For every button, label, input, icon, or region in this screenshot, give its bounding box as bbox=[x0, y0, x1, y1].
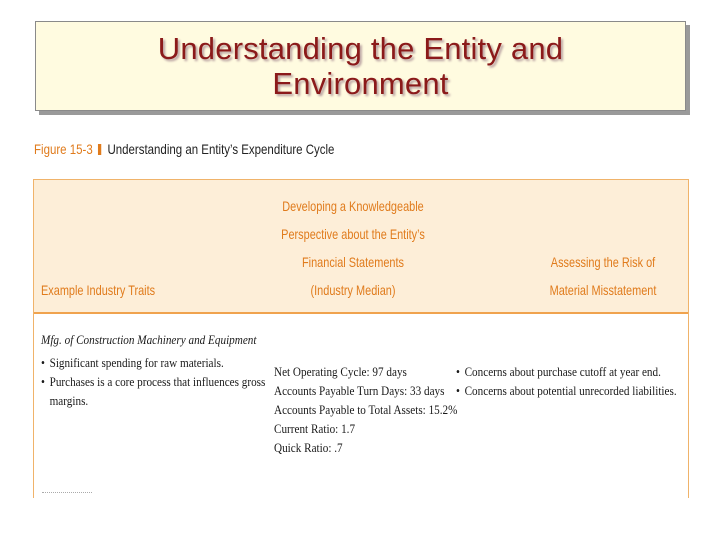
figure-caption-text: Understanding an Entity’s Expenditure Cycle bbox=[107, 141, 335, 157]
header-line: (Industry Median) bbox=[310, 282, 396, 298]
industry-traits-column bbox=[41, 330, 265, 410]
metric-item: Accounts Payable Turn Days: 33 days bbox=[274, 383, 445, 398]
industry-name: Mfg. of Construction Machinery and Equipment bbox=[41, 332, 257, 347]
header-knowledgeable-perspective bbox=[237, 192, 469, 304]
slide-title-line-2: Environment bbox=[272, 66, 449, 101]
figure-number: Figure 15-3 bbox=[34, 141, 93, 157]
risk-item: • Concerns about purchase cutoff at year end. bbox=[456, 362, 677, 381]
header-assessing-risk bbox=[513, 248, 692, 304]
header-line: Financial Statements bbox=[302, 254, 404, 270]
slide-title-box bbox=[35, 21, 686, 111]
risk-item: • Concerns about potential unrecorded liabilities. bbox=[456, 381, 677, 400]
header-line: Example Industry Traits bbox=[41, 282, 156, 298]
metric-item: Quick Ratio: .7 bbox=[274, 440, 343, 455]
table-footer-stub bbox=[42, 492, 92, 497]
slide-title-line-1: Understanding the Entity and bbox=[157, 31, 564, 66]
figure-caption bbox=[34, 141, 334, 157]
trait-item: • Purchases is a core process that influences gross bbox=[41, 372, 265, 391]
metric-item: Current Ratio: 1.7 bbox=[274, 421, 356, 436]
header-line: Developing a Knowledgeable bbox=[282, 198, 424, 214]
header-line: Perspective about the Entity’s bbox=[281, 226, 425, 242]
risk-column bbox=[456, 362, 677, 400]
metric-item: Accounts Payable to Total Assets: 15.2% bbox=[274, 402, 458, 417]
header-line: Assessing the Risk of bbox=[550, 254, 656, 270]
metric-item: Net Operating Cycle: 97 days bbox=[274, 364, 407, 379]
header-example-industry-traits bbox=[41, 276, 155, 304]
figure-table bbox=[33, 179, 689, 498]
caption-square-icon bbox=[98, 144, 101, 155]
table-header-band bbox=[34, 180, 688, 314]
metrics-column bbox=[274, 362, 457, 457]
trait-item-continuation: margins. bbox=[49, 393, 89, 408]
trait-item: • Significant spending for raw materials. bbox=[41, 353, 265, 372]
header-line: Material Misstatement bbox=[549, 282, 657, 298]
